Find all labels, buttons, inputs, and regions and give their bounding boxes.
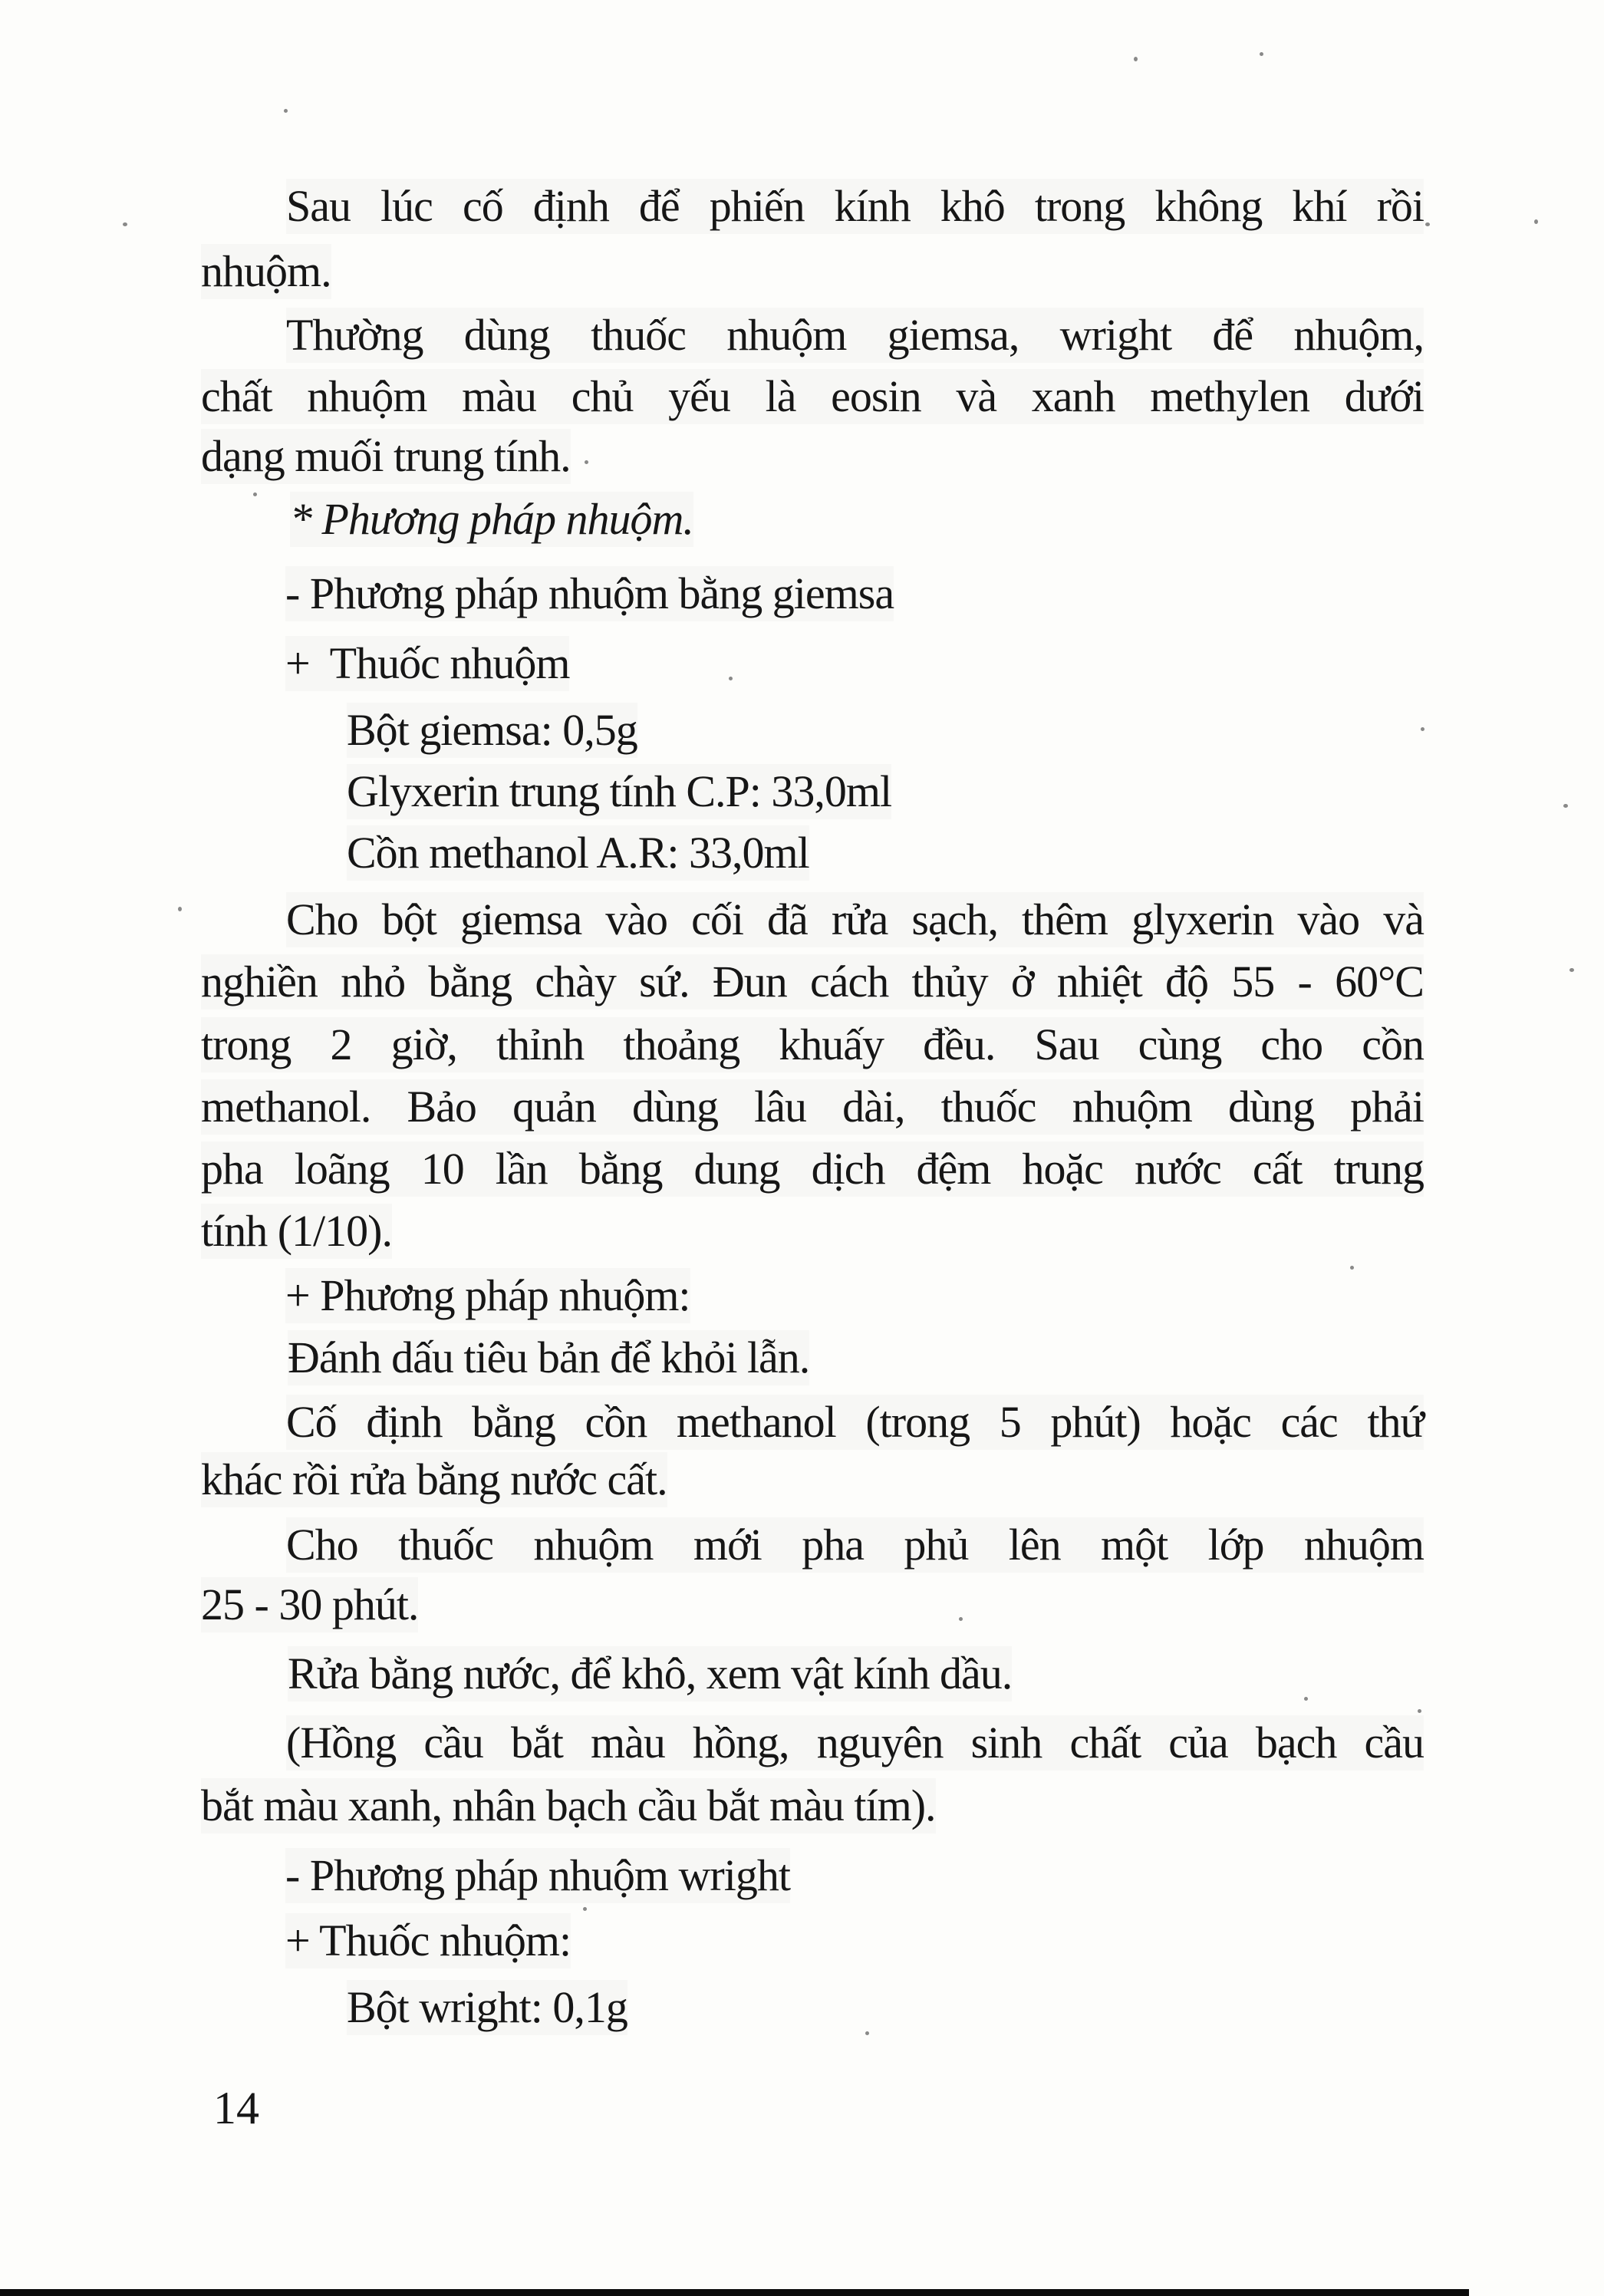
text-line: trong 2 giờ, thỉnh thoảng khuấy đều. Sau cùng cho cồn: [201, 1017, 1424, 1072]
scan-speck: [1418, 1709, 1421, 1713]
list-item-line: + Thuốc nhuộm: [285, 636, 569, 691]
text-line: chất nhuộm màu chủ yếu là eosin và xanh methylen dưới: [201, 369, 1424, 424]
text-line: dạng muối trung tính.: [201, 429, 571, 484]
scan-speck: [585, 460, 588, 464]
list-item-line: - Phương pháp nhuộm wright: [285, 1848, 790, 1903]
section-heading-line: * Phương pháp nhuộm.: [290, 492, 693, 547]
text-line: methanol. Bảo quản dùng lâu dài, thuốc nhuộm dùng phải: [201, 1079, 1424, 1135]
scan-speck: [1534, 219, 1538, 224]
list-item-line: + Phương pháp nhuộm:: [285, 1268, 690, 1323]
recipe-line: Glyxerin trung tính C.P: 33,0ml: [347, 764, 891, 819]
list-item-line: + Thuốc nhuộm:: [285, 1913, 571, 1968]
scan-speck: [1569, 968, 1574, 972]
scan-speck: [284, 109, 288, 113]
scan-speck: [123, 222, 127, 226]
text-line: Thường dùng thuốc nhuộm giemsa, wright để nhuộm,: [286, 308, 1424, 363]
text-line: nghiền nhỏ bằng chày sứ. Đun cách thủy ở nhiệt độ 55 - 60°C: [201, 954, 1424, 1010]
scan-speck: [1134, 57, 1138, 61]
text-line: Đánh dấu tiêu bản để khỏi lẫn.: [288, 1330, 809, 1385]
text-line: nhuộm.: [201, 244, 331, 299]
text-line: (Hồng cầu bắt màu hồng, nguyên sinh chất của bạch cầu: [286, 1715, 1424, 1771]
list-item-line: - Phương pháp nhuộm bằng giemsa: [285, 566, 894, 621]
scan-speck: [729, 677, 733, 680]
recipe-line: Bột wright: 0,1g: [347, 1980, 627, 2035]
scan-speck: [1421, 727, 1424, 731]
scan-speck: [1563, 804, 1568, 808]
text-line: tính (1/10).: [201, 1204, 392, 1259]
text-line: Sau lúc cố định để phiến kính khô trong không khí rồi: [286, 179, 1424, 234]
scan-speck: [583, 1907, 587, 1911]
scan-speck: [1304, 1697, 1308, 1701]
scan-edge-bar: [0, 2289, 1469, 2296]
text-line: Rửa bằng nước, để khô, xem vật kính dầu.: [288, 1646, 1012, 1701]
scan-speck: [178, 907, 182, 911]
scan-speck: [865, 2031, 869, 2035]
recipe-line: Cồn methanol A.R: 33,0ml: [347, 825, 809, 881]
scan-speck: [253, 492, 257, 496]
recipe-line: Bột giemsa: 0,5g: [347, 703, 637, 758]
page-number: 14: [213, 2083, 259, 2133]
text-line: 25 - 30 phút.: [201, 1577, 418, 1632]
text-line: khác rồi rửa bằng nước cất.: [201, 1452, 667, 1507]
scan-speck: [959, 1617, 963, 1621]
text-line: Cho thuốc nhuộm mới pha phủ lên một lớp nhuộm: [286, 1517, 1424, 1573]
text-line: Cho bột giemsa vào cối đã rửa sạch, thêm glyxerin vào và: [286, 892, 1424, 947]
text-line: Cố định bằng cồn methanol (trong 5 phút) hoặc các thứ: [286, 1395, 1424, 1450]
scan-speck: [1350, 1266, 1354, 1270]
scan-speck: [1260, 52, 1263, 56]
scan-speck: [1425, 222, 1430, 226]
text-line: bắt màu xanh, nhân bạch cầu bắt màu tím).: [201, 1778, 936, 1833]
text-line: pha loãng 10 lần bằng dung dịch đệm hoặc nước cất trung: [201, 1141, 1424, 1197]
